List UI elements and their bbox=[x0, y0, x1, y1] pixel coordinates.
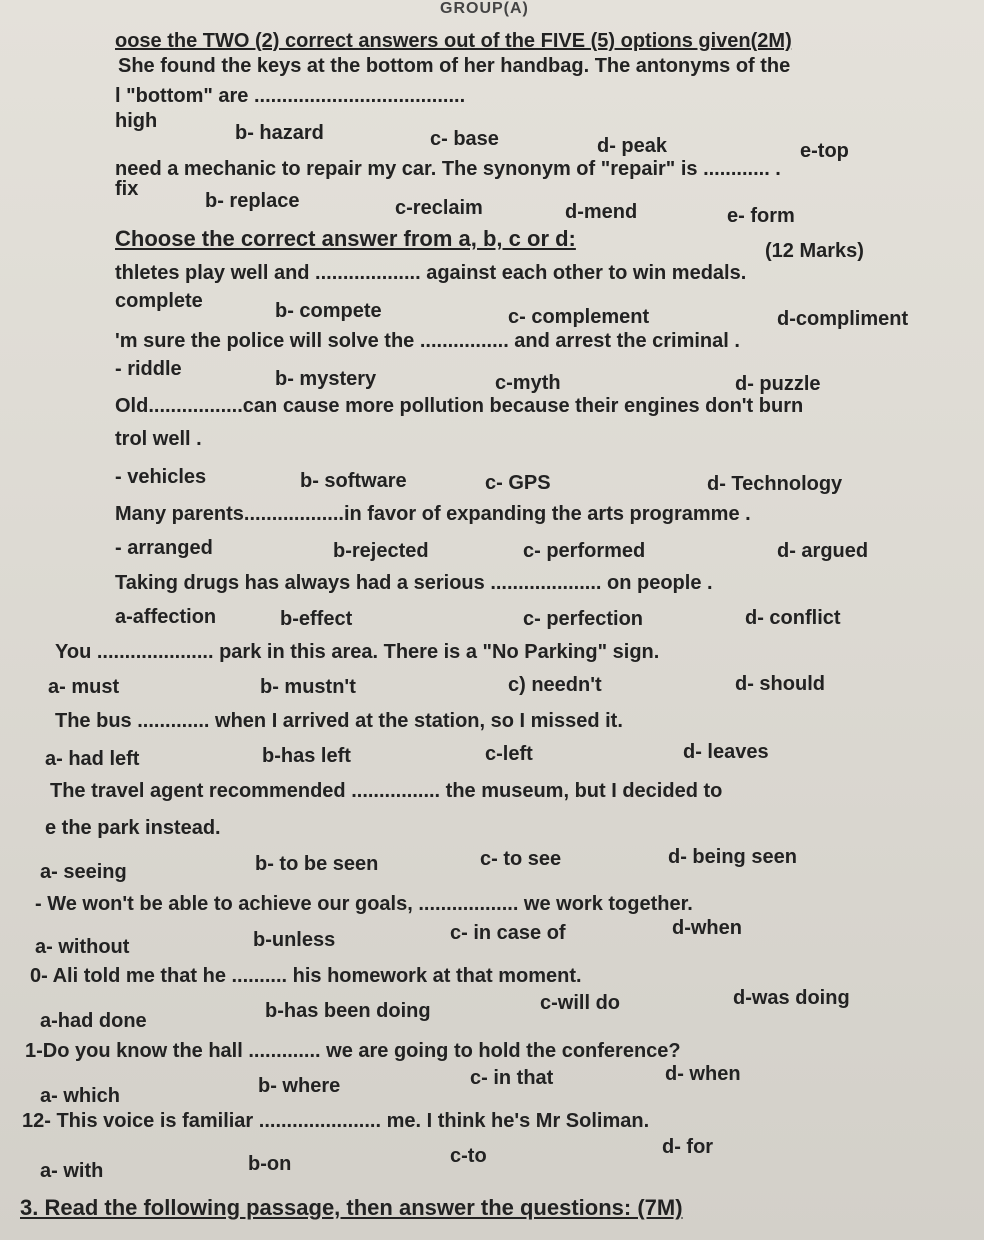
question-6-stem: You ..................... park in this area. There is a "No Parking" sign. bbox=[55, 641, 660, 663]
question-8-option-b: b- to be seen bbox=[255, 853, 379, 875]
question-12-option-a: a- with bbox=[40, 1160, 104, 1182]
question-3-stem-cont: trol well . bbox=[115, 428, 202, 450]
question-4-stem: Many parents..................in favor of expanding the arts programme . bbox=[115, 503, 751, 525]
question-9-option-b: b-unless bbox=[253, 929, 336, 951]
question-3-option-a: - vehicles bbox=[115, 466, 207, 488]
question-3-option-d: d- Technology bbox=[707, 473, 843, 495]
question-6-option-b: b- mustn't bbox=[260, 676, 356, 698]
question-9-option-a: a- without bbox=[35, 936, 130, 958]
question-2-option-a: - riddle bbox=[115, 358, 182, 380]
question-2-option-d: d- puzzle bbox=[735, 373, 821, 395]
section1-q1-option-e: e-top bbox=[800, 140, 849, 162]
question-1-option-b: b- compete bbox=[275, 300, 382, 322]
question-9-option-d: d-when bbox=[672, 917, 742, 939]
section1-q1-stem-cont: l "bottom" are ...................................... bbox=[115, 85, 466, 107]
question-8-stem: The travel agent recommended ................ the museum, but I decided to bbox=[50, 780, 723, 802]
section1-q1-option-b: b- hazard bbox=[235, 122, 324, 144]
question-4-option-d: d- argued bbox=[777, 540, 869, 562]
section1-instruction: oose the TWO (2) correct answers out of the FIVE (5) options given(2M) bbox=[115, 30, 792, 52]
question-6-option-c: c) needn't bbox=[508, 674, 602, 696]
section1-q2-option-a: fix bbox=[115, 178, 139, 200]
section1-q2-option-e: e- form bbox=[727, 205, 795, 227]
question-12-option-d: d- for bbox=[662, 1136, 714, 1158]
section1-q1-option-c: c- base bbox=[430, 128, 499, 150]
question-2-stem: 'm sure the police will solve the ................ and arrest the criminal . bbox=[115, 330, 740, 352]
question-11-option-a: a- which bbox=[40, 1085, 121, 1107]
question-10-option-c: c-will do bbox=[540, 992, 620, 1014]
question-2-option-b: b- mystery bbox=[275, 368, 377, 390]
question-10-stem: 0- Ali told me that he .......... his homework at that moment. bbox=[30, 965, 582, 987]
question-5-stem: Taking drugs has always had a serious .................... on people . bbox=[115, 572, 713, 594]
question-3-stem: Old.................can cause more pollution because their engines don't burn bbox=[115, 395, 804, 417]
question-12-option-c: c-to bbox=[450, 1145, 487, 1167]
question-4-option-a: - arranged bbox=[115, 537, 213, 559]
question-7-stem: The bus ............. when I arrived at the station, so I missed it. bbox=[55, 710, 623, 732]
question-10-option-a: a-had done bbox=[40, 1010, 147, 1032]
question-11-option-b: b- where bbox=[258, 1075, 341, 1097]
question-7-option-a: a- had left bbox=[45, 748, 140, 770]
question-6-option-a: a- must bbox=[48, 676, 120, 698]
question-11-option-d: d- when bbox=[665, 1063, 741, 1085]
section1-q1-option-d: d- peak bbox=[597, 135, 668, 157]
question-9-option-c: c- in case of bbox=[450, 922, 566, 944]
question-4-option-c: c- performed bbox=[523, 540, 646, 562]
question-11-option-c: c- in that bbox=[470, 1067, 554, 1089]
question-2-option-c: c-myth bbox=[495, 372, 561, 394]
question-5-option-d: d- conflict bbox=[745, 607, 841, 629]
question-10-option-d: d-was doing bbox=[733, 987, 850, 1009]
question-12-option-b: b-on bbox=[248, 1153, 292, 1175]
section3-title: 3. Read the following passage, then answer the questions: (7M) bbox=[20, 1195, 683, 1220]
section1-q2-option-b: b- replace bbox=[205, 190, 300, 212]
section1-q2-option-c: c-reclaim bbox=[395, 197, 483, 219]
question-8-option-d: d- being seen bbox=[668, 846, 797, 868]
question-4-option-b: b-rejected bbox=[333, 540, 429, 562]
question-5-option-b: b-effect bbox=[280, 608, 353, 630]
question-8-option-a: a- seeing bbox=[40, 861, 127, 883]
section1-q1-stem: She found the keys at the bottom of her handbag. The antonyms of the bbox=[118, 55, 791, 77]
question-1-option-d: d-compliment bbox=[777, 308, 909, 330]
question-7-option-c: c-left bbox=[485, 743, 533, 765]
question-11-stem: 1-Do you know the hall ............. we are going to hold the conference? bbox=[25, 1040, 681, 1062]
question-9-stem: - We won't be able to achieve our goals, .................. we work together. bbox=[35, 893, 693, 915]
section2-title: Choose the correct answer from a, b, c or d: bbox=[115, 226, 576, 251]
section1-q2-stem: need a mechanic to repair my car. The synonym of "repair" is ............ . bbox=[115, 158, 781, 180]
question-3-option-c: c- GPS bbox=[485, 472, 551, 494]
section1-q2-option-d: d-mend bbox=[565, 201, 638, 223]
question-5-option-a: a-affection bbox=[115, 606, 217, 628]
question-8-option-c: c- to see bbox=[480, 848, 562, 870]
question-7-option-b: b-has left bbox=[262, 745, 351, 767]
question-5-option-c: c- perfection bbox=[523, 608, 644, 630]
question-3-option-b: b- software bbox=[300, 470, 407, 492]
group-header: GROUP(A) bbox=[440, 0, 529, 17]
question-8-stem-cont: e the park instead. bbox=[45, 817, 221, 839]
section1-q1-option-a: high bbox=[115, 110, 158, 132]
question-6-option-d: d- should bbox=[735, 673, 825, 695]
question-7-option-d: d- leaves bbox=[683, 741, 769, 763]
question-10-option-b: b-has been doing bbox=[265, 1000, 431, 1022]
section2-marks: (12 Marks) bbox=[765, 240, 864, 262]
question-1-option-c: c- complement bbox=[508, 306, 650, 328]
question-1-option-a: complete bbox=[115, 290, 203, 312]
question-1-stem: thletes play well and ................... against each other to win medals. bbox=[115, 262, 747, 284]
question-12-stem: 12- This voice is familiar ...................... me. I think he's Mr Soliman. bbox=[22, 1110, 650, 1132]
